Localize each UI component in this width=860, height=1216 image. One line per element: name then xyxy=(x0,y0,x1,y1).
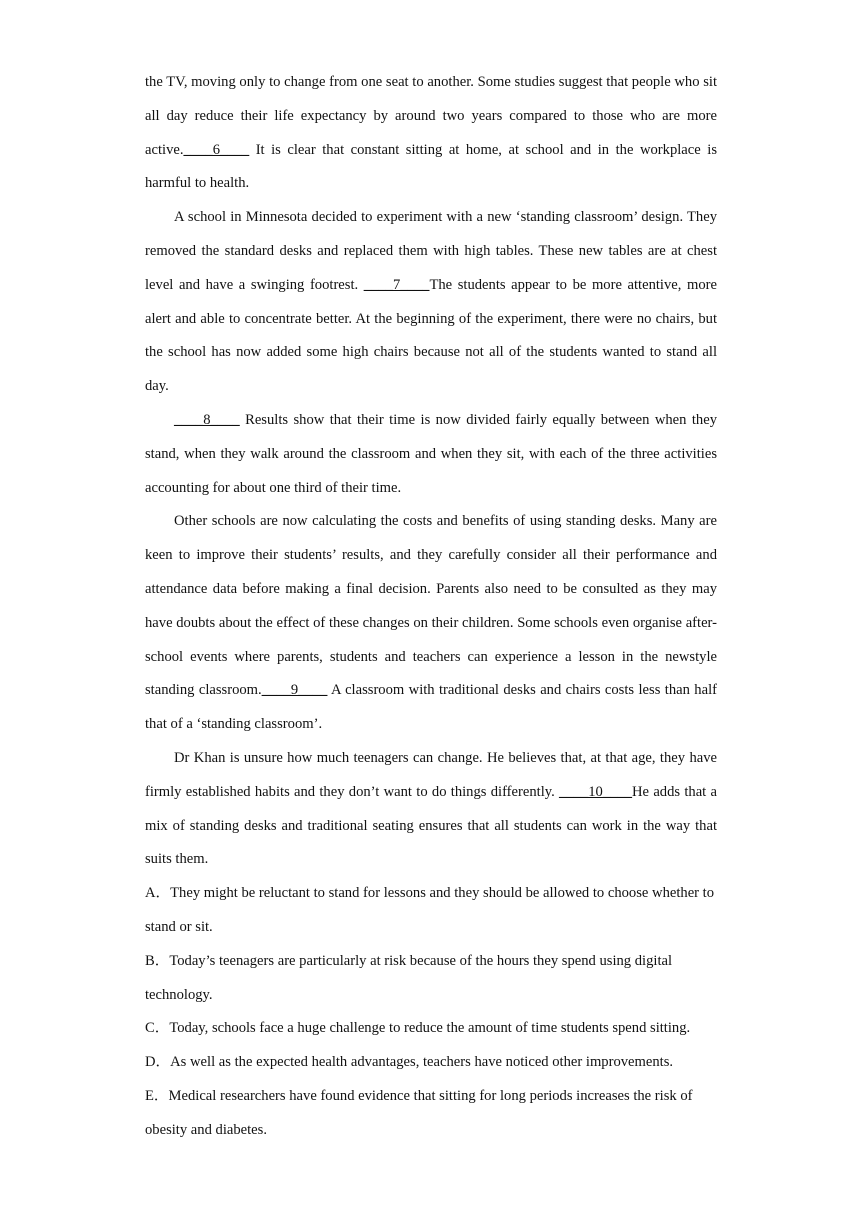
option-letter: D． xyxy=(145,1054,171,1071)
paragraph-text: Dr Khan is unsure how much teenagers can change. He believes that, at that age, they have firmly established habits and they don’t want to do things differently. xyxy=(145,749,717,800)
passage xyxy=(145,66,717,877)
paragraph-text: the TV, moving only to change from one seat to another. Some studies suggest that people who sit all day reduce their life expectancy by around two years compared to those who are more active. xyxy=(145,74,717,158)
paragraph-text: A classroom with traditional desks and chairs costs less than half that of a ‘standing classroom’. xyxy=(145,682,717,733)
paragraph-text: A school in Minnesota decided to experiment with a new ‘standing classroom’ design. They removed the standard desks and replaced them with high tables. These new tables are at chest level and have a swinging footrest. xyxy=(145,209,717,293)
document-page xyxy=(145,66,717,1148)
passage-paragraph xyxy=(145,404,717,505)
passage-paragraph xyxy=(145,201,717,404)
passage-paragraph xyxy=(145,66,717,201)
answer-blank: ____8____ xyxy=(174,411,240,428)
options-list xyxy=(145,877,717,1147)
passage-paragraph xyxy=(145,505,717,742)
answer-blank: ____10____ xyxy=(559,783,633,800)
option-text: As well as the expected health advantages, teachers have noticed other improvements. xyxy=(170,1054,674,1071)
answer-blank: ____6____ xyxy=(183,141,250,158)
paragraph-text: It is clear that constant sitting at home, at school and in the workplace is harmful to health. xyxy=(145,141,717,192)
option-letter: B． xyxy=(145,952,170,969)
paragraph-text: He adds that a mix of standing desks and traditional seating ensures that all students can work in the way that suits them. xyxy=(145,783,717,868)
answer-blank: ____9____ xyxy=(261,682,328,699)
option-item xyxy=(145,945,717,1013)
option-item xyxy=(145,877,717,945)
passage-paragraph xyxy=(145,742,717,877)
option-item xyxy=(145,1080,717,1148)
option-text: Today, schools face a huge challenge to reduce the amount of time students spend sitting. xyxy=(169,1020,691,1037)
option-letter: C． xyxy=(145,1020,170,1037)
option-letter: A． xyxy=(145,885,171,902)
option-text: They might be reluctant to stand for lessons and they should be allowed to choose whether to stand or sit. xyxy=(145,885,715,935)
paragraph-text: The students appear to be more attentive, more alert and able to concentrate better. At the beginning of the experiment, there were no chairs, but the school has now added some high chairs because not all of the students wanted to stand all day. xyxy=(145,276,717,395)
paragraph-text: Results show that their time is now divided fairly equally between when they stand, when they walk around the classroom and when they sit, with each of the three activities accounting for about one third of their time. xyxy=(145,411,717,496)
option-item xyxy=(145,1046,717,1080)
option-text: Medical researchers have found evidence that sitting for long periods increases the risk of obesity and diabetes. xyxy=(145,1087,693,1138)
answer-blank: ____7____ xyxy=(363,276,430,293)
option-text: Today’s teenagers are particularly at risk because of the hours they spend using digital technology. xyxy=(145,952,673,1003)
paragraph-text: Other schools are now calculating the costs and benefits of using standing desks. Many are keen to improve their students’ results, and they carefully consider all their performance and attendance data before making a final decision. Parents also need to be consulted as they may have doubts about the effect of these changes on their children. Some schools even organise after-school events where parents, students and teachers can experience a lesson in the newstyle standing classroom. xyxy=(145,513,717,699)
option-letter: E． xyxy=(145,1087,169,1104)
option-item xyxy=(145,1012,717,1046)
